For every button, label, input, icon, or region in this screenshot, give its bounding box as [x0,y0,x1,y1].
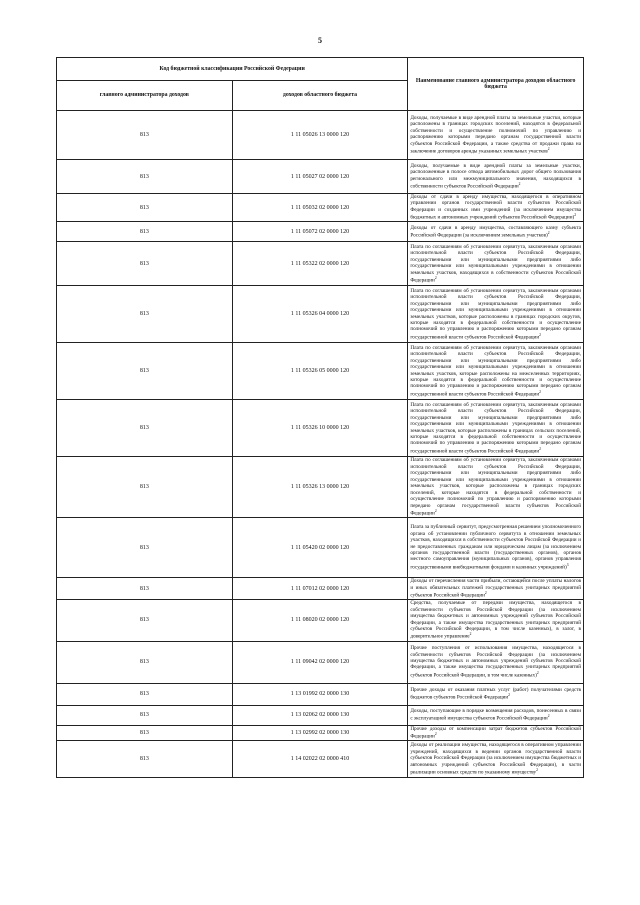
admin-code-cell: 813 [57,578,233,600]
revenue-code-cell: 1 14 02022 02 0000 410 [232,741,408,778]
revenue-code-cell: 1 11 07012 02 0000 120 [232,578,408,600]
revenue-name-text: Прочие доходы от компенсации затрат бюджетов субъектов Российской Федерации [410,725,581,740]
table-row [57,578,584,600]
revenue-name-cell [408,343,584,400]
admin-code-cell: 813 [57,343,233,400]
revenue-name-text: Средства, получаемые от передачи имущества, находящегося в собственности субъектов Российской Федерации (за исключением имущества бюджетных и автономных учреждений субъектов Российской Федерации, а также имущества государственных унитарных предприятий субъектов Российской Федерации, в том числе казенных), в залог, в доверительное управление [410,600,581,641]
revenue-name-text: Плата по соглашениям об установлении сервитута, заключенным органами исполнительной власти субъектов Российской Федерации, государственными или муниципальными предприятиями либо государственными или муниципальными учреждениями в отношении земельных участков, которые расположены в границах городских округов, которые находятся в федеральной собственности и осуществление полномочий по управлению и распоряжению которыми передано органам государственной власти субъектов Российской Федерации [410,287,581,341]
admin-code-cell: 813 [57,111,233,160]
table-row [57,457,584,518]
table-row [57,725,584,741]
revenue-code-cell: 1 11 05026 13 0000 120 [232,111,408,160]
revenue-name-cell [408,725,584,741]
footnote-mark: 2 [539,389,541,394]
revenue-name-text: Доходы, получаемые в виде арендной платы за земельные участки, расположенные в полосе отвода автомобильных дорог общего пользования регионального или межмуниципального значения, находящихся в собственности субъектов Российской Федерации [410,162,581,190]
table-row [57,600,584,641]
footnote-mark: 2 [547,231,550,236]
admin-code-cell: 813 [57,600,233,641]
revenue-name-text: Доходы от реализации имущества, находящегося в оперативном управлении учреждений, находящихся в ведении органов государственной власти субъектов Российской Федерации (за исключением имущества бюджетных и автономных учреждений субъектов Российской Федерации), в части реализации основных средств по указанному имуществу [410,742,581,776]
admin-code-cell: 813 [57,194,233,222]
footnote-mark: 2 [434,508,437,513]
admin-code-cell: 813 [57,741,233,778]
admin-code-cell: 813 [57,725,233,741]
header-revenue-code: доходов областного бюджета [232,81,408,111]
footnote-mark: 2 [434,275,437,280]
table-row [57,242,584,286]
table-row [57,343,584,400]
revenue-code-cell: 1 11 05322 02 0000 120 [232,242,408,286]
revenue-name-cell [408,578,584,600]
table-row [57,160,584,194]
footnote-mark: 2 [508,693,510,698]
footnote-mark: 2 [539,446,541,451]
header-classification-code: Код бюджетной классификации Российской Федерации [57,58,408,81]
revenue-name-cell [408,111,584,160]
revenue-name-cell [408,286,584,343]
revenue-name-cell [408,641,584,683]
table-row [57,222,584,242]
table-row [57,400,584,457]
revenue-code-cell: 1 11 05027 02 0000 120 [232,160,408,194]
footnote-mark: 2 [469,632,472,637]
footnote-mark: 3 [566,562,569,567]
revenue-code-cell: 1 11 05326 04 0000 120 [232,286,408,343]
page-number: 5 [318,36,322,45]
table-row [57,741,584,778]
admin-code-cell: 813 [57,286,233,343]
revenue-name-text: Прочие доходы от оказания платных услуг (работ) получателями средств бюджетов субъектов Российской Федерации [410,686,581,701]
admin-code-cell: 813 [57,641,233,683]
table-row [57,518,584,578]
revenue-name-text: Прочие поступления от использования имущества, находящегося в собственности субъектов Российской Федерации (за исключением имущества бюджетных и автономных учреждений субъектов Российской Федерации, а также имущества государственных унитарных предприятий субъектов Российской Федерации, в том числе казенных) [410,645,581,679]
table-row [57,111,584,160]
revenue-code-cell: 1 11 08020 02 0000 120 [232,600,408,641]
revenue-name-text: Доходы от сдачи в аренду имущества, составляющего казну субъекта Российской Федерации (за исключением земельных участков) [410,224,581,239]
footnote-mark: 2 [536,670,539,675]
revenue-code-cell: 1 11 05326 10 0000 120 [232,400,408,457]
revenue-name-cell [408,518,584,578]
revenue-name-cell [408,194,584,222]
admin-code-cell: 813 [57,400,233,457]
header-administrator-name: Наименование главного администратора доходов областного бюджета [408,58,584,111]
revenue-name-cell [408,600,584,641]
revenue-code-cell: 1 13 02062 02 0000 130 [232,705,408,725]
footnote-mark: 2 [547,714,550,719]
admin-code-cell: 813 [57,222,233,242]
table-row [57,683,584,705]
revenue-name-text: Плата за публичный сервитут, предусмотренная решением уполномоченного органа об установлении публичного сервитута в отношении земельных участков, находящихся в собственности субъектов Российской Федерации и не предоставленных гражданам или юридическим лицам (за исключением органов государственной власти (государственных органов), органов местного самоуправления (муниципальных органов), органов управления государственными внебюджетными фондами и казенных учреждений) [410,524,581,571]
revenue-code-cell: 1 11 05326 05 0000 120 [232,343,408,400]
table-row [57,641,584,683]
footnote-mark: 2 [574,213,577,218]
revenue-code-cell: 1 11 05420 02 0000 120 [232,518,408,578]
revenue-name-text: Плата по соглашениям об установлении сервитута, заключенным органами исполнительной власти субъектов Российской Федерации, государственными или муниципальными предприятиями либо государственными или муниципальными учреждениями в отношении земельных участков, которые расположены в границах городских поселений, которые находятся в федеральной собственности и осуществление полномочий по управлению и распоряжению которыми передано органам государственной власти субъектов Российской Федерации [410,457,581,517]
footnote-mark: 2 [536,767,538,772]
revenue-name-text: Плата по соглашениям об установлении сервитута, заключенным органами исполнительной власти субъектов Российской Федерации, государственными или муниципальными предприятиями либо государственными или муниципальными учреждениями в отношении земельных участков, которые расположены на межселенных территориях, которые находятся в федеральной собственности и осуществление полномочий по управлению и распоряжению которыми передано органам государственной власти субъектов Российской Федерации [410,344,581,398]
admin-code-cell: 813 [57,518,233,578]
revenue-code-cell: 1 11 05072 02 0000 120 [232,222,408,242]
revenue-name-text: Доходы, получаемые в виде арендной платы за земельные участки, которые расположены в границах городских поселений, находятся в федеральной собственности и осуществление полномочий по управлению и распоряжению которыми передано органам государственной власти субъектов Российской Федерации, а также средства от продажи права на заключение договоров аренды указанных земельных участков [410,114,581,155]
table-row [57,705,584,725]
admin-code-cell: 813 [57,683,233,705]
footnote-mark: 2 [484,591,487,596]
revenue-name-cell [408,400,584,457]
footnote-mark: 2 [539,332,541,337]
revenue-name-cell [408,222,584,242]
admin-code-cell: 813 [57,705,233,725]
table-row [57,286,584,343]
revenue-name-cell [408,705,584,725]
revenue-code-cell: 1 13 01992 02 0000 130 [232,683,408,705]
footnote-mark: 2 [434,732,437,736]
revenue-code-cell: 1 11 09042 02 0000 120 [232,641,408,683]
header-admin-code: главного администратора доходов [57,81,233,111]
revenue-code-cell: 1 11 05326 13 0000 120 [232,457,408,518]
admin-code-cell: 813 [57,457,233,518]
revenue-name-text: Доходы от перечисления части прибыли, остающейся после уплаты налогов и иных обязательных платежей государственных унитарных предприятий субъектов Российской Федерации [410,578,581,599]
revenue-codes-table [56,57,584,778]
revenue-code-cell: 1 11 05032 02 0000 120 [232,194,408,222]
revenue-name-cell [408,683,584,705]
revenue-name-text: Плата по соглашениям об установлении сервитута, заключенным органами исполнительной власти субъектов Российской Федерации, государственными или муниципальными предприятиями либо государственными или муниципальными учреждениями в отношении земельных участков, находящихся в собственности субъектов Российской Федерации [410,243,581,284]
revenue-name-cell [408,741,584,778]
revenue-name-text: Доходы от сдачи в аренду имущества, находящегося в оперативном управлении органов государственной власти субъектов Российской Федерации и созданных ими учреждений (за исключением имущества бюджетных и автономных учреждений субъектов Российской Федерации) [410,194,581,222]
footnote-mark: 2 [547,147,550,151]
table-row [57,194,584,222]
revenue-name-cell [408,160,584,194]
admin-code-cell: 813 [57,160,233,194]
revenue-name-text: Плата по соглашениям об установлении сервитута, заключенным органами исполнительной власти субъектов Российской Федерации, государственными или муниципальными предприятиями либо государственными или муниципальными учреждениями в отношении земельных участков, которые расположены в границах сельских поселений, которые находятся в федеральной собственности и осуществление полномочий по управлению и распоряжению которыми передано органам государственной власти субъектов Российской Федерации [410,401,581,455]
admin-code-cell: 813 [57,242,233,286]
footnote-mark: 2 [518,182,521,187]
revenue-name-cell [408,242,584,286]
revenue-code-cell: 1 13 02992 02 0000 130 [232,725,408,741]
revenue-name-text: Доходы, поступающие в порядке возмещения расходов, понесенных в связи с эксплуатацией имущества субъектов Российской Федерации [410,707,581,722]
revenue-name-cell [408,457,584,518]
